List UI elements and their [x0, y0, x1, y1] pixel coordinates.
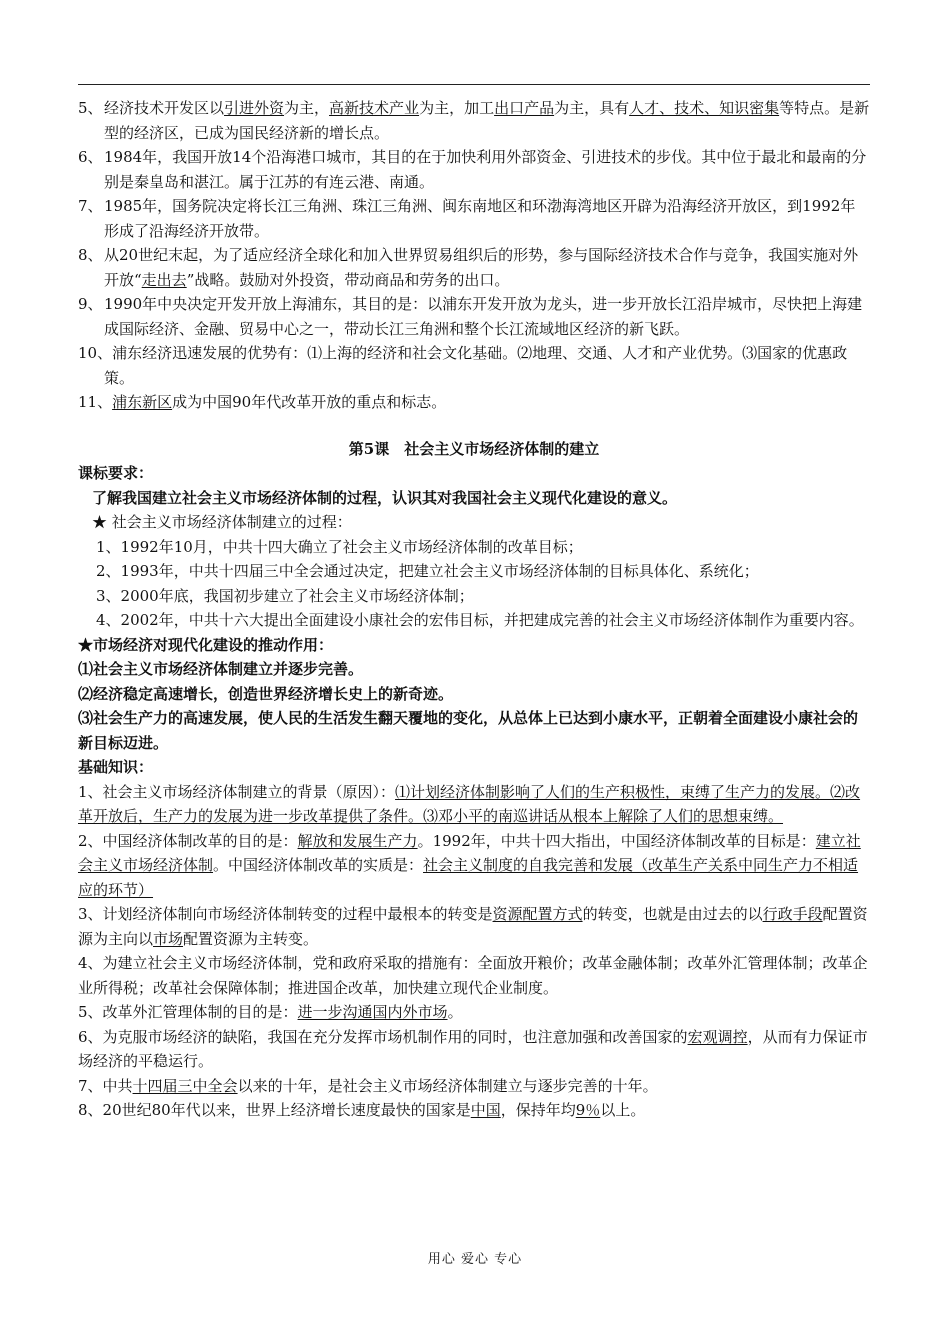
text-run: 1984年，我国开放14个沿海港口城市，其目的在于加快利用外部资金、引进技术的步伐。其中位于最北和最南的分别是秦皇岛和湛江。属于江苏的有连云港、南通。 [104, 148, 867, 191]
text-run: ，从而有力保证市场经济的平稳运行。 [78, 1027, 868, 1070]
push-item: ⑵经济稳定高速增长，创造世界经济增长史上的新奇迹。 [78, 684, 454, 703]
list-item [78, 243, 870, 292]
text-run: 4、为建立社会主义市场经济体制，党和政府采取的措施有：全面放开粮价；改革金融体制；改革外汇管理体制；改革企业所得税；改革社会保障体制；推进国企改革，加快建立现代企业制度。 [78, 954, 868, 997]
text-run: 2、中国经济体制改革的目的是： [78, 831, 298, 850]
page-footer: 用心 爱心 专心 [427, 1252, 523, 1267]
push-heading: ★市场经济对现代化建设的推动作用： [78, 635, 334, 654]
underlined-term: 社会主义制度的自我完善和发展（改革生产关系中同生产力不相适应的环节） [78, 856, 859, 899]
underlined-term: 市场 [153, 929, 184, 948]
basic-item [78, 1074, 870, 1099]
text-run: 等特点。是新型的经济区，已成为国民经济新的增长点。 [104, 99, 870, 142]
item-number: 6、 [78, 148, 103, 166]
underlined-term: 中国 [470, 1101, 501, 1119]
text-run: 为主， [284, 99, 330, 117]
lesson-title: 第5课 社会主义市场经济体制的建立 [348, 439, 600, 458]
basic-item [78, 1098, 870, 1123]
item-text [104, 96, 870, 145]
basic-item [78, 1000, 870, 1025]
text-run: 以上。 [600, 1101, 646, 1119]
text-run: 6、为克服市场经济的缺陷，我国在充分发挥市场机制作用的同时，也注意加强和改善国家的 [78, 1027, 688, 1046]
underlined-term: ⑴计划经济体制影响了人们的生产积极性，束缚了生产力的发展。⑵改革开放后，生产力的发展为进一步改革提供了条件。⑶邓小平的南巡讲话从根本上解除了人们的思想束缚。 [78, 782, 861, 825]
text-run: 3、计划经济体制向市场经济体制转变的过程中最根本的转变是 [78, 905, 493, 923]
basic-item [78, 951, 870, 1000]
text-run: 。中国经济体制改革的实质是： [213, 856, 424, 874]
item-text [104, 145, 870, 194]
underlined-term: 出口产品 [494, 99, 555, 117]
text-run: 7、中共 [78, 1076, 133, 1095]
text-run: 的转变，也就是由过去的以 [582, 905, 763, 923]
underlined-term: 宏观调控 [687, 1027, 748, 1046]
basic-item [78, 829, 870, 903]
underlined-term: 建立社会主义市场经济体制 [78, 831, 861, 874]
list-item [78, 292, 870, 341]
text-run: 为主，具有 [554, 99, 630, 117]
basics-list [78, 780, 870, 1123]
item-number: 7、 [78, 197, 103, 215]
process-item: 3、2000年底，我国初步建立了社会主义市场经济体制； [96, 586, 474, 605]
text-run: 经济技术开发区以 [104, 99, 225, 117]
text-run: 为主，加工 [419, 99, 495, 117]
process-item: 1、1992年10月，中共十四大确立了社会主义市场经济体制的改革目标； [96, 537, 583, 556]
kebiao-text: 了解我国建立社会主义市场经济体制的过程，认识其对我国社会主义现代化建设的意义。 [92, 488, 678, 507]
kebiao-label: 课标要求： [78, 464, 154, 482]
text-run: 1990年中央决定开发开放上海浦东，其目的是：以浦东开发开放为龙头，进一步开放长江沿岸城市，尽快把上海建成国际经济、金融、贸易中心之一，带动长江三角洲和整个长江流域地区经济的新飞跃。 [104, 295, 863, 338]
item-text [104, 194, 870, 243]
underlined-term: 高新技术产业 [329, 99, 420, 117]
item-number: 9、 [78, 295, 103, 313]
process-item: 2、1993年，中共十四届三中全会通过决定，把建立社会主义市场经济体制的目标具体化、系统化； [96, 562, 759, 580]
text-run: 配置资源为主向以 [78, 905, 868, 948]
item-text [104, 243, 870, 292]
item-number: 5、 [78, 99, 103, 117]
basic-item [78, 780, 870, 829]
text-run: 配置资源为主转变。 [183, 929, 319, 948]
underlined-term: 9％ [575, 1101, 601, 1119]
text-run: 1985年，国务院决定将长江三角洲、珠江三角洲、闽东南地区和环渤海湾地区开辟为沿海经济开放区，到1992年形成了沿海经济开放带。 [104, 197, 856, 240]
basic-item [78, 902, 870, 951]
list-item [78, 96, 870, 145]
push-item: ⑴社会主义市场经济体制建立并逐步完善。 [78, 660, 364, 678]
list-item [78, 145, 870, 194]
header-rule [78, 84, 870, 85]
list-item [78, 194, 870, 243]
process-heading: ★ 社会主义市场经济体制建立的过程： [92, 513, 352, 531]
basic-heading: 基础知识： [78, 758, 154, 776]
push-list [78, 657, 870, 755]
underlined-term: 走出去 [141, 270, 187, 289]
numbered-list [78, 96, 870, 341]
underlined-term: 行政手段 [762, 905, 823, 923]
text-run: 8、20世纪80年代以来，世界上经济增长速度最快的国家是 [78, 1101, 471, 1119]
item-10: 10、浦东经济迅速发展的优势有：⑴上海的经济和社会文化基础。⑵地理、交通、人才和产业优势。⑶国家的优惠政策。 [78, 344, 848, 387]
text-run: 1、社会主义市场经济体制建立的背景（原因）： [78, 782, 396, 801]
text-run: 。1992年，中共十四大指出，中国经济体制改革的目标是： [417, 831, 816, 850]
underlined-term: 十四届三中全会 [132, 1076, 238, 1095]
text-run: 5、改革外汇管理体制的目的是： [78, 1003, 298, 1021]
text-run: 从20世纪末起，为了适应经济全球化和加入世界贸易组织后的形势，参与国际经济技术合作与竞争，我国实施对外开放“ [104, 246, 859, 289]
text-run: 以来的十年，是社会主义市场经济体制建立与逐步完善的十年。 [237, 1076, 658, 1095]
item-number: 8、 [78, 246, 103, 264]
document-body [78, 96, 870, 1123]
underlined-term: 人才、技术、知识密集 [629, 99, 780, 117]
process-item: 4、2002年，中共十六大提出全面建设小康社会的宏伟目标，并把建成完善的社会主义市场经济体制作为重要内容。 [96, 611, 864, 629]
push-item: ⑶社会生产力的高速发展，使人民的生活发生翻天覆地的变化，从总体上已达到小康水平，正朝着全面建设小康社会的新目标迈进。 [78, 709, 859, 752]
basic-item [78, 1025, 870, 1074]
item-11: 11、 浦东新区成为中国90年代改革开放的重点和标志。 [78, 393, 447, 411]
underlined-term: 解放和发展生产力 [297, 831, 418, 850]
text-run: 。 [447, 1003, 463, 1021]
underlined-term: 资源配置方式 [492, 905, 583, 923]
process-list [78, 535, 870, 633]
underlined-term: 引进外资 [224, 99, 285, 117]
text-run: ”战略。鼓励对外投资，带动商品和劳务的出口。 [186, 270, 510, 289]
text-run: ，保持年均 [500, 1101, 576, 1119]
underlined-term: 进一步沟通国内外市场 [297, 1003, 448, 1021]
item-text [104, 292, 870, 341]
